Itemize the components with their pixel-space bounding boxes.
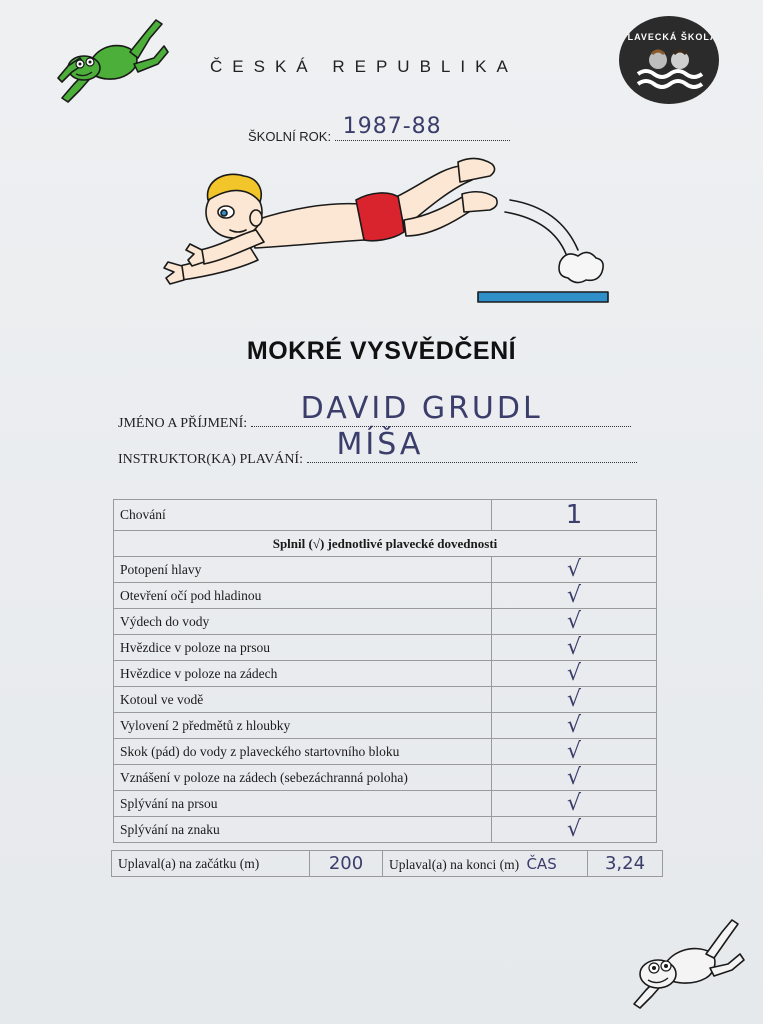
skill-label: Skok (pád) do vody z plaveckého startovního bloku — [114, 739, 492, 765]
skill-label: Splývání na prsou — [114, 791, 492, 817]
skill-label: Výdech do vody — [114, 609, 492, 635]
table-row — [114, 531, 657, 557]
check-mark-icon: √ — [566, 556, 582, 582]
check-mark-icon: √ — [566, 816, 582, 842]
skill-label: Splývání na znaku — [114, 817, 492, 843]
check-mark-icon: √ — [566, 582, 582, 608]
check-mark-icon: √ — [566, 738, 582, 764]
table-row — [114, 583, 657, 609]
skill-label: Hvězdice v poloze na zádech — [114, 661, 492, 687]
skill-label: Potopení hlavy — [114, 557, 492, 583]
table-row — [114, 609, 657, 635]
instructor-line — [118, 427, 637, 468]
distance-table — [111, 850, 663, 877]
instructor-value: MÍŠA — [336, 427, 424, 462]
table-row — [114, 817, 657, 843]
skill-label: Vznášení v poloze na zádech (sebezáchranná poloha) — [114, 765, 492, 791]
time-note: ČAS — [526, 854, 557, 873]
badge-text: PLAVECKÁ ŠKOLA — [620, 32, 718, 42]
frog-illustration-top — [50, 14, 170, 110]
certificate-title: MOKRÉ VYSVĚDČENÍ — [246, 337, 517, 365]
table-row — [114, 661, 657, 687]
behavior-label: Chování — [114, 500, 492, 531]
check-mark-icon: √ — [566, 764, 582, 790]
table-row — [112, 851, 663, 877]
skill-label: Kotoul ve vodě — [114, 687, 492, 713]
start-distance-label: Uplaval(a) na začátku (m) — [112, 851, 310, 877]
check-mark-icon: √ — [566, 634, 582, 660]
start-distance-value: 200 — [310, 851, 383, 877]
school-year-value: 1987-88 — [342, 114, 442, 139]
check-mark-icon: √ — [566, 712, 582, 738]
skill-label: Vylovení 2 předmětů z hloubky — [114, 713, 492, 739]
skills-subheader: Splnil (√) jednotlivé plavecké dovednosti — [114, 531, 657, 557]
diving-boy-illustration — [160, 150, 620, 310]
swim-school-badge — [619, 16, 719, 104]
table-row — [114, 687, 657, 713]
kids-in-water-icon — [634, 42, 704, 92]
end-distance-cell — [383, 851, 588, 877]
instructor-label: INSTRUKTOR(KA) PLAVÁNÍ: — [118, 452, 303, 467]
table-row — [114, 765, 657, 791]
table-row — [114, 500, 657, 531]
table-row — [114, 739, 657, 765]
check-mark-icon: √ — [566, 790, 582, 816]
school-year-line — [248, 114, 510, 144]
name-value: DAVID GRUDL — [300, 391, 543, 426]
school-year-label: ŠKOLNÍ ROK: — [248, 129, 332, 144]
skill-label: Hvězdice v poloze na prsou — [114, 635, 492, 661]
skill-label: Otevření očí pod hladinou — [114, 583, 492, 609]
table-row — [114, 635, 657, 661]
name-label: JMÉNO A PŘÍJMENÍ: — [118, 416, 248, 431]
table-row — [114, 713, 657, 739]
behavior-grade: 1 — [492, 500, 657, 531]
check-mark-icon: √ — [566, 608, 582, 634]
frog-illustration-bottom — [622, 910, 746, 1016]
check-mark-icon: √ — [566, 686, 582, 712]
country-heading: ČESKÁ REPUBLIKA — [210, 57, 518, 76]
skills-table — [113, 499, 657, 843]
table-row — [114, 557, 657, 583]
end-distance-label: Uplaval(a) na konci (m) — [389, 856, 520, 872]
end-distance-value: 3,24 — [588, 851, 663, 877]
check-mark-icon: √ — [566, 660, 582, 686]
table-row — [114, 791, 657, 817]
